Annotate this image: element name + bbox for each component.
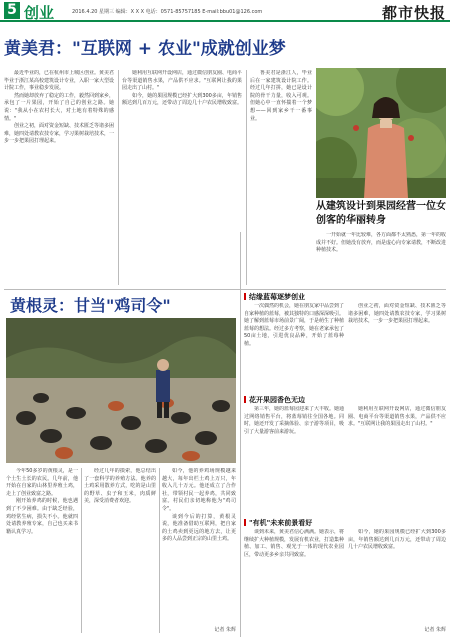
story2-byline: 记者 朱辉 [214, 627, 236, 633]
story1-headline: 黄美君："互联网 + 农业"成就创业梦 [4, 39, 286, 59]
story-separator [4, 289, 446, 290]
story2-body5: 谈到今后的打算，黄根灵说，他准备借助互联网，把自家的土鸡卖到更远的地方去，让更多的人品尝到正宗的山里土鸡。 [162, 513, 236, 543]
story2-column-3 [162, 468, 236, 623]
subhead-1-body-2: 创业之初，面对资金短缺、技术匮乏等诸多困难，她四处请教农技专家，学习果树栽培技术，一步一步把果园打理起来。 [348, 303, 446, 325]
story1-caption: 从建筑设计到果园经营一位女创客的华丽转身 [316, 201, 446, 226]
subhead-1-col-b [348, 303, 446, 388]
subhead-3-body-2: 如今，她的果园规模已经扩大到300多亩，年销售额达到几百万元，还带动了周边几十户农民增收致富。 [348, 529, 446, 551]
page-number: 5 [4, 2, 20, 19]
story2-photo [6, 318, 236, 463]
story1-right-text-body: 一开始就一年比较难，各方面都不太熟悉，第一年的收成并不好。但她没有放弃，而是虚心向专家请教，不断改进种植技术。 [316, 232, 446, 254]
subhead-2-col-a [244, 406, 344, 506]
story2-column-1 [6, 468, 78, 633]
story1-right-text [316, 232, 446, 287]
story2-body4: 如今，他的养鸡场规模越来越大，每年出栏土鸡上万只，年收入几十万元。他还成立了合作社，带领村民一起养鸡，共同致富。村民们亲切地称他为"鸡司令"。 [162, 468, 236, 512]
subhead-3-body: 谈到未来，黄美君信心满满。她表示，将继续扩大种植规模，发展有机农业，打造集种植、加工、销售、观光于一体的现代农业园区，带动更多乡亲共同致富。 [244, 529, 344, 558]
column-divider [240, 232, 241, 637]
story1-body3: 她利用互联网开设网店，通过微信朋友圈、电商平台等渠道销售水果，产品供不应求。"互联网让我的果园走出了山村。" [122, 70, 242, 92]
newspaper-name: 都市快报 [381, 4, 446, 22]
subhead-1: 结缘蓝莓逐梦创业 [244, 292, 305, 302]
story1-byline: 记者 朱辉 [424, 627, 446, 633]
column-divider [81, 468, 82, 633]
story1-photo [316, 68, 446, 198]
masthead [0, 0, 450, 22]
story1-body2: 创业之初，面对资金短缺、技术匮乏等诸多困难，她四处请教农技专家，学习果树栽培技术，一步一步把果园打理起来。 [4, 123, 114, 145]
story2-column-2 [84, 468, 156, 633]
subhead-1-col-a [244, 303, 344, 388]
story2-headline: 黄根灵：甘当"鸡司令" [10, 296, 171, 315]
column-divider [246, 70, 247, 285]
orchard-woman-image [316, 68, 446, 198]
subhead-3: "有机"未来前景看好 [244, 518, 312, 528]
story1-right-intro: 鲁美君是浙江人，毕业后在一家建筑设计院工作。经过几年打拼，她已是设计院的骨干力量，收入可观。但她心中一直怀揣着一个梦想——回到家乡干一番事业。 [250, 70, 312, 122]
story2-body3: 经过几年的摸索，他总结出了一套科学的养殖方法。他养的土鸡采用散养方式，吃的是山里的野草、虫子和玉米，肉质鲜美，深受消费者欢迎。 [84, 468, 156, 505]
story1-intro: 最近毕业的，已在杭州市上城区创业。黄美君毕业于浙江某高校建筑设计专业，入职一家大型设计院工作，事业稳步发展。 [4, 70, 114, 92]
subhead-2-col-b [348, 406, 446, 506]
subhead-2-body-2: 她利用互联网开设网店，通过微信朋友圈、电商平台等渠道销售水果，产品供不应求。"互联网让我的果园走出了山村。" [348, 406, 446, 428]
story1-body4: 如今，她的果园规模已经扩大到300多亩，年销售额达到几百万元，还带动了周边几十户农民增收致富。 [122, 92, 242, 107]
subhead-1-body: 一次偶然的机会，她在朋友家中品尝到了自家种植的蓝莓，被其独特的口感深深吸引。她了解到蓝莓市场前景广阔，于是萌生了种植蓝莓的想法。经过多方考察，她在老家承包了50亩土地，引进优良品种，开始了蓝莓种植。 [244, 303, 344, 347]
subhead-3-col-a [244, 529, 344, 629]
story2-body2: 刚开始养鸡的时候，他也遇到了不少困难。由于缺乏经验，鸡经常生病，损失不小。他就四处请教养殖专家，自己也买来书籍认真学习。 [6, 498, 78, 535]
section-title: 创业 [24, 4, 55, 22]
column-divider [118, 70, 119, 285]
story1-column-1 [4, 70, 114, 285]
subhead-2: 花开果园香色无边 [244, 395, 305, 405]
story1-column-2 [122, 70, 242, 285]
issue-meta: 2016.4.20 星期三 编辑：X X X 电话：0571-85757185 E-mail:bbu01@126.com [72, 9, 263, 15]
subhead-2-body: 第三年，她的蓝莓园迎来了大丰收。她通过网络销售平台，将蓝莓销往全国各地。同时，她还开发了采摘体验、亲子游等项目，吸引了大量游客前来游玩。 [244, 406, 344, 435]
story1-column-3 [250, 70, 312, 285]
story1-body1: 然而她却放弃了稳定的工作，毅然回到家乡，承包了一片果园，开始了自己的创业之路。她说："我从小在农村长大，对土地有着特殊的感情。" [4, 92, 114, 122]
story2-body1: 今年50多岁的黄根灵，是一个土生土长的农民。几年前，他开始在自家的山林里养殖土鸡，走上了创业致富之路。 [6, 468, 78, 497]
column-divider [159, 468, 160, 633]
subhead-3-col-b [348, 529, 446, 624]
chicken-farm-image [6, 318, 236, 463]
